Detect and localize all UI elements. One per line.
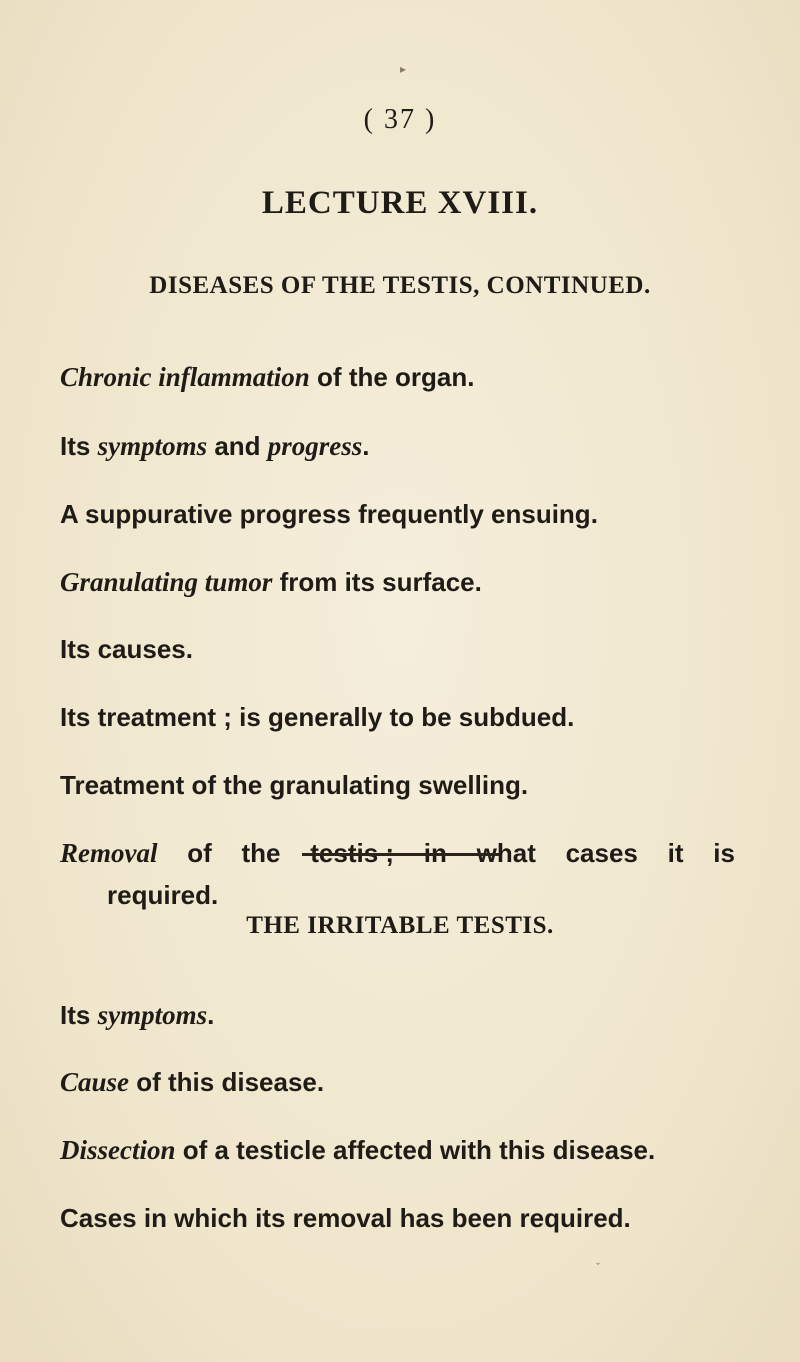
topic-cause (60, 1067, 760, 1098)
page-number: ( 37 ) (363, 104, 437, 135)
topic-text: and (207, 431, 268, 461)
topic-granulating-tumor (60, 567, 760, 598)
topic-italic: Granulating tumor (60, 567, 273, 597)
topic-word: cases (565, 838, 638, 868)
topic-treatment: Its treatment ; is generally to be subdued. (60, 702, 575, 732)
topic-text: of a testicle affected with this disease. (175, 1135, 656, 1165)
topic-italic: Removal (60, 838, 158, 868)
topic-word: of (187, 838, 212, 868)
topic-word: what (476, 838, 536, 868)
topic-word: in (423, 838, 447, 868)
topic-symptoms-progress (60, 431, 760, 462)
topic-chronic-inflammation (60, 362, 760, 393)
topic-italic: Chronic inflammation (60, 362, 310, 392)
topic-italic: symptoms (97, 431, 208, 461)
topic-italic: progress (267, 431, 363, 461)
paper-speck: ▸ (400, 62, 407, 76)
topic-text: . (362, 431, 370, 461)
topic-text: . (207, 1000, 215, 1030)
topic-treatment-granulating: Treatment of the granulating swelling. (60, 770, 529, 800)
topic-text: Its (60, 1000, 98, 1030)
topic-italic: Dissection (60, 1135, 176, 1165)
topic-text: Its (60, 431, 98, 461)
topic-suppurative-progress: A suppurative progress frequently ensuing. (60, 499, 598, 529)
paper-speck: ˇ (596, 1260, 600, 1274)
topic-text: from its surface. (272, 567, 482, 597)
lecture-title: LECTURE XVIII. (261, 185, 539, 221)
section-heading-irritable-testis: THE IRRITABLE TESTIS. (246, 912, 554, 939)
topic-dissection (60, 1135, 760, 1166)
topic-causes: Its causes. (60, 634, 193, 664)
lecture-subtitle: DISEASES OF THE TESTIS, CONTINUED. (149, 272, 651, 299)
topic-italic: Cause (60, 1067, 130, 1097)
topic-word: it (667, 838, 684, 868)
section-divider (302, 853, 499, 856)
topic-italic: symptoms (97, 1000, 208, 1030)
topic-word: is (713, 838, 735, 868)
topic-text: of this disease. (129, 1067, 325, 1097)
topic-text: of the organ. (309, 362, 475, 392)
topic-word: testis ; (310, 838, 395, 868)
topic-removal-cases: Cases in which its removal has been required. (60, 1203, 631, 1233)
topic-removal-continuation: required. (107, 880, 219, 910)
topic-word: the (241, 838, 281, 868)
topic-irritable-symptoms (60, 1000, 760, 1031)
